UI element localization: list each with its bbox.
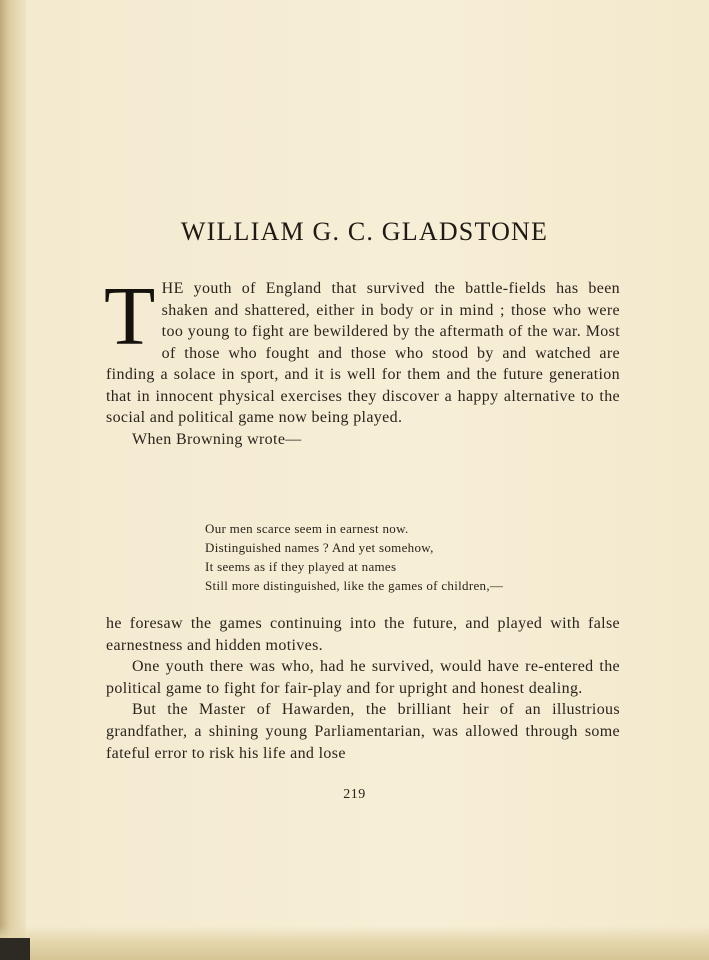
browning-quote — [205, 519, 625, 595]
opening-paragraph-block — [104, 270, 620, 450]
chapter-title: WILLIAM G. C. GLADSTONE — [180, 217, 549, 246]
paragraph-continuation: he foresaw the games continuing into the future, and played with false earnestness and hidden motives. — [106, 615, 620, 654]
paragraph-one-youth: One youth there was who, had he survived, would have re-entered the political game to fight for fair-play and for upright and honest dealing. — [106, 658, 620, 697]
after-quote-block — [106, 613, 620, 764]
quote-line: Still more distinguished, like the games of children,— — [205, 578, 504, 593]
drop-cap: T — [104, 270, 156, 363]
page-corner-shadow — [0, 938, 30, 960]
quote-line: Distinguished names ? And yet somehow, — [205, 540, 434, 555]
opening-paragraph-text: youth of England that survived the battle-fields has been shaken and shattered, either in body or in mind ; those who were too young to fight are bewildered by the aftermath of the war. Most of those who fought and those who stood by and watched are finding a solace in sport, and it is well for them and the future generation that in innocent physical exercises they discover a happy alternative to the social and political game now being played. — [106, 280, 620, 426]
page-number: 219 — [343, 787, 366, 802]
browning-intro: When Browning wrote— — [132, 430, 302, 448]
opening-paragraph — [104, 270, 620, 429]
page-bottom-edge — [0, 926, 709, 960]
quote-line: Our men scarce seem in earnest now. — [205, 521, 409, 536]
first-word-rest: HE — [161, 280, 184, 297]
quote-line: It seems as if they played at names — [205, 559, 397, 574]
paragraph-master-of-hawarden: But the Master of Hawarden, the brilliant heir of an illustrious grandfather, a shining young Parliamentarian, was allowed through some fateful error to risk his life and lose — [106, 701, 620, 762]
book-spine-shadow — [0, 0, 26, 960]
